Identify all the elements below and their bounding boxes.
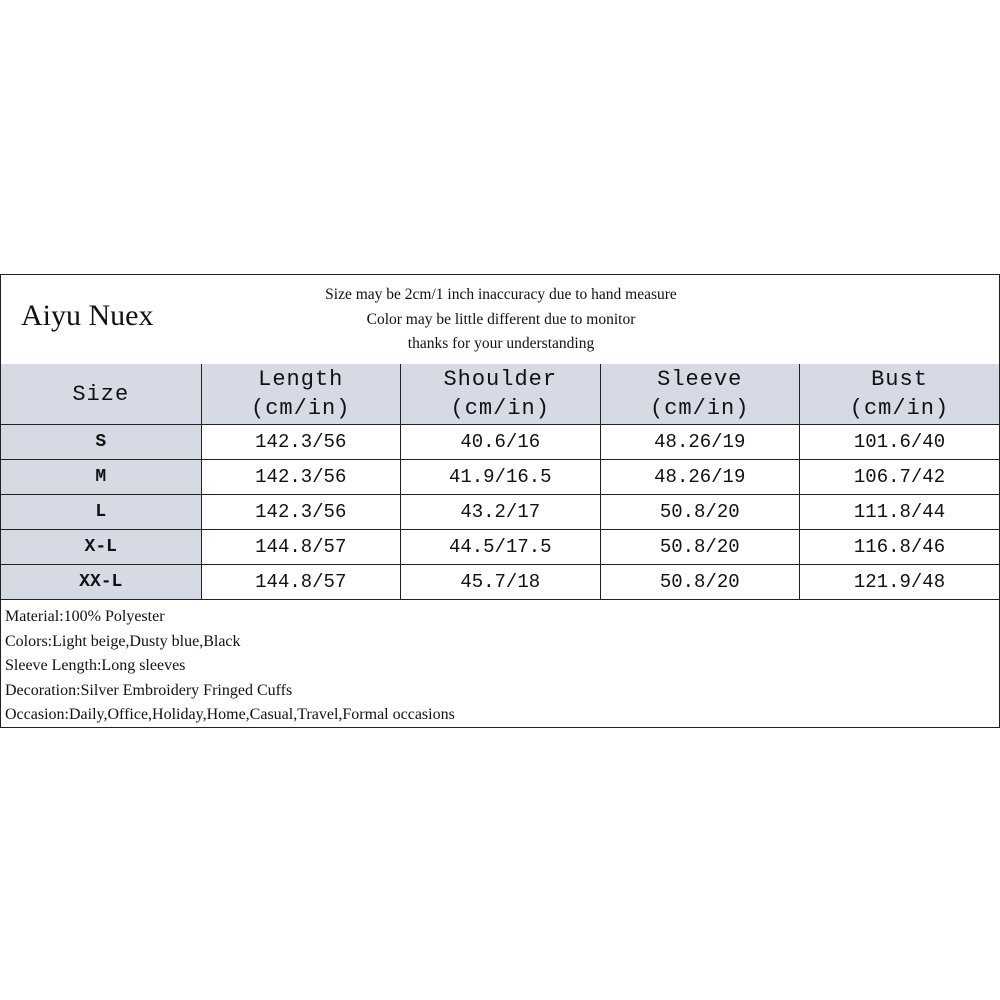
detail-material: Material:100% Polyester xyxy=(5,608,165,625)
shoulder-cell: 44.5/17.5 xyxy=(401,530,601,565)
length-cell: 144.8/57 xyxy=(201,565,401,600)
length-cell: 142.3/56 xyxy=(201,425,401,460)
measurement-notes xyxy=(201,283,801,357)
length-cell: 142.3/56 xyxy=(201,460,401,495)
bust-cell: 116.8/46 xyxy=(800,530,1000,565)
sleeve-cell: 48.26/19 xyxy=(600,460,800,495)
table-row xyxy=(1,565,999,600)
detail-colors: Colors:Light beige,Dusty blue,Black xyxy=(5,632,241,650)
note-line: thanks for your understanding xyxy=(407,335,595,352)
sleeve-cell: 50.8/20 xyxy=(600,495,800,530)
note-line: Size may be 2cm/1 inch inaccuracy due to hand measure xyxy=(325,286,677,303)
column-header-sleeve: Sleeve (cm/in) xyxy=(600,364,800,425)
shoulder-cell: 41.9/16.5 xyxy=(401,460,601,495)
note-line: Color may be little different due to monitor xyxy=(366,310,636,328)
length-cell: 142.3/56 xyxy=(201,495,401,530)
bust-cell: 106.7/42 xyxy=(800,460,1000,495)
bust-cell: 101.6/40 xyxy=(800,425,1000,460)
shoulder-cell: 40.6/16 xyxy=(401,425,601,460)
table-row xyxy=(1,495,999,530)
detail-sleeve-length: Sleeve Length:Long sleeves xyxy=(5,657,186,674)
length-cell: 144.8/57 xyxy=(201,530,401,565)
sleeve-cell: 50.8/20 xyxy=(600,565,800,600)
table-row xyxy=(1,460,999,495)
bust-cell: 111.8/44 xyxy=(800,495,1000,530)
column-header-bust: Bust (cm/in) xyxy=(800,364,1000,425)
size-cell: M xyxy=(1,460,201,495)
detail-occasion: Occasion:Daily,Office,Holiday,Home,Casual,Travel,Formal occasions xyxy=(5,706,455,723)
size-table xyxy=(1,364,999,600)
sleeve-cell: 48.26/19 xyxy=(600,425,800,460)
size-cell: S xyxy=(1,425,201,460)
table-header-row xyxy=(1,364,999,425)
table-row xyxy=(1,425,999,460)
chart-header xyxy=(1,275,999,365)
brand-name: Aiyu Nuex xyxy=(21,299,154,332)
detail-decoration: Decoration:Silver Embroidery Fringed Cuffs xyxy=(5,681,293,699)
size-cell: XX-L xyxy=(1,565,201,600)
size-cell: X-L xyxy=(1,530,201,565)
size-cell: L xyxy=(1,495,201,530)
column-header-shoulder: Shoulder (cm/in) xyxy=(401,364,601,425)
shoulder-cell: 43.2/17 xyxy=(401,495,601,530)
table-row xyxy=(1,530,999,565)
sleeve-cell: 50.8/20 xyxy=(600,530,800,565)
size-chart xyxy=(0,274,1000,728)
column-header-size: Size xyxy=(1,364,201,425)
bust-cell: 121.9/48 xyxy=(800,565,1000,600)
column-header-length: Length (cm/in) xyxy=(201,364,401,425)
shoulder-cell: 45.7/18 xyxy=(401,565,601,600)
product-details xyxy=(5,605,995,728)
